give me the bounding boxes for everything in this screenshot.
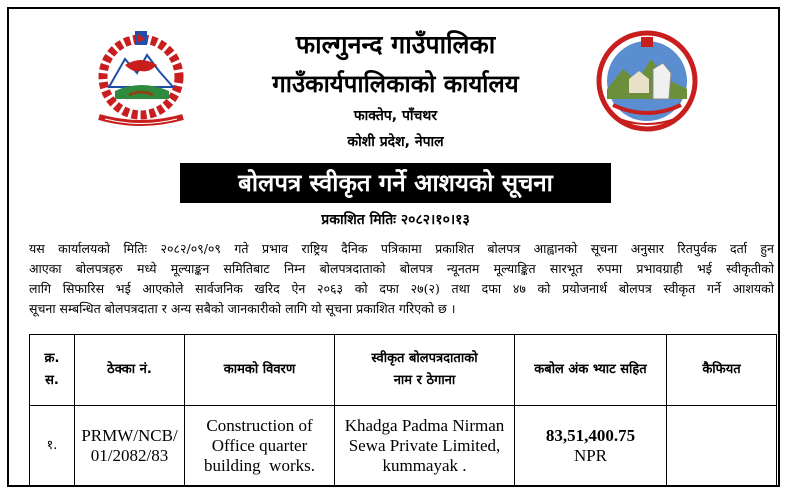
col-header-sn: क्र. स. <box>30 335 75 406</box>
notice-body-line: आएका बोलपत्रहरु मध्ये मूल्याङ्कन समितिबाट निम्न बोलपत्रदाताको बोलपत्र न्यूनतम मूल्याङ्कित सारभूत रुपमा प्रभावग्राही भई स्वीकृतीको <box>29 261 774 276</box>
col-header-remarks: कैफियत <box>667 335 777 406</box>
col-header-amount: कबोल अंक भ्याट सहित <box>515 335 667 406</box>
notice-body-line: सूचना सम्बन्धित बोलपत्रदाता र अन्य सबैको जानकारीको लागि यो सूचना प्रकाशित गरिएको छ । <box>29 301 456 316</box>
office-name: गाउँकार्यपालिकाको कार्यालय <box>272 70 519 98</box>
award-table <box>29 334 777 487</box>
table-row <box>30 406 777 487</box>
notice-frame <box>7 7 780 487</box>
col-header-bidder: स्वीकृत बोलपत्रदाताको नाम र ठेगाना <box>335 335 515 406</box>
notice-title: बोलपत्र स्वीकृत गर्ने आशयको सूचना <box>180 163 611 203</box>
notice-body <box>29 239 774 319</box>
municipality-name: फाल्गुनन्द गाउँपालिका <box>295 30 496 59</box>
table-header-row <box>30 335 777 406</box>
published-date: प्रकाशित मितिः २०८२।१०।१३ <box>321 212 470 228</box>
notice-body-line: लागि सिफारिस भई आएकोले सार्वजनिक खरिद ऐन २०६३ को दफा २७(२) तथा दफा ४७ को प्रयोजनार्थ बोलपत्र स्वीकृत गर्ने आशयको <box>29 281 774 296</box>
office-location: फाक्तेप, पाँचथर <box>353 108 438 124</box>
cell-amount: 83,51,400.75 NPR <box>515 406 667 487</box>
cell-work: Construction of Office quarter building works. <box>185 406 335 487</box>
office-province: कोशी प्रदेश, नेपाल <box>347 134 444 150</box>
cell-contract: PRMW/NCB/ 01/2082/83 <box>75 406 185 487</box>
cell-remarks <box>667 406 777 487</box>
cell-bidder: Khadga Padma Nirman Sewa Private Limited, kummayak . <box>335 406 515 487</box>
col-header-work: कामको विवरण <box>185 335 335 406</box>
cell-sn: १. <box>30 406 75 487</box>
notice-body-line: यस कार्यालयको मितिः २०८२/०९/०९ गते प्रभाव राष्ट्रिय दैनिक पत्रिकामा प्रकाशित बोलपत्र आह्वानको सूचना अनुसार रितपुर्वक दर्ता हुन <box>29 241 774 256</box>
col-header-contract: ठेक्का नं. <box>75 335 185 406</box>
